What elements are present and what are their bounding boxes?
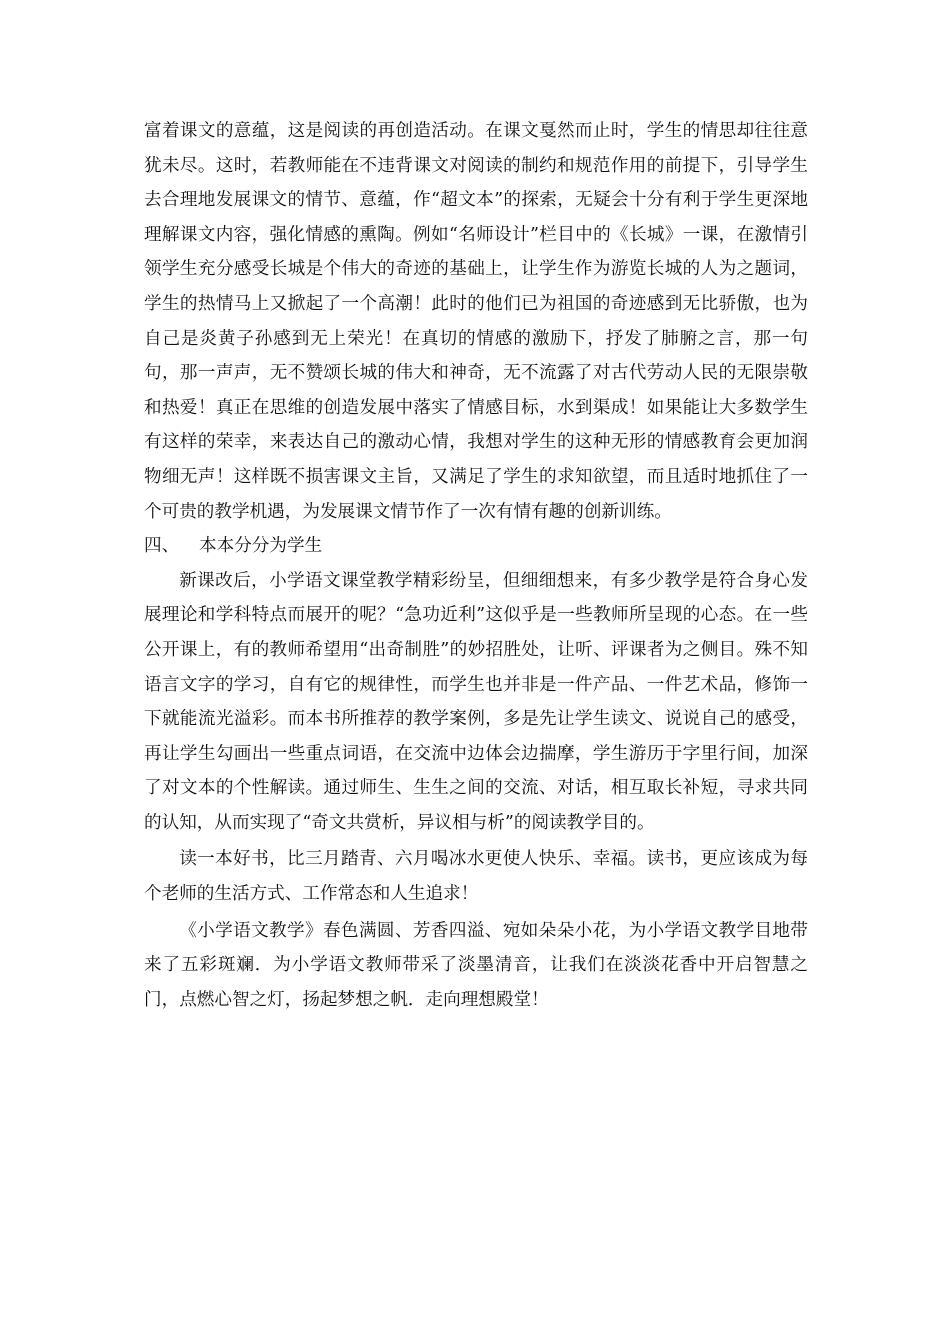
paragraph-closing: 《小学语文教学》春色满圆、芳香四溢、宛如朵朵小花，为小学语文教学目地带来了五彩斑斓．为小学语文教师带采了淡墨清音，让我们在淡淡花香中开启智慧之门，点燃心智之灯，扬起梦想之帆．走向理想殿堂！ [144,920,808,1010]
section-number: 四、 [144,536,180,557]
section-title: 本本分分为学生 [199,536,323,557]
paragraph-reading-good-book: 读一本好书，比三月踏青、六月喝冰水更使人快乐、幸福。读书，更应该成为每个老师的生活方式、工作常态和人生追求！ [144,849,808,905]
document-page [144,114,808,1017]
paragraph-new-curriculum: 新课改后，小学语文课堂教学精彩纷呈，但细细想来，有多少教学是符合身心发展理论和学科特点而展开的呢？“急功近利”这似乎是一些教师所呈现的心态。在一些公开课上，有的教师希望用“出奇制胜”的妙招胜处，让听、评课者为之侧目。殊不知语言文字的学习，自有它的规律性，而学生也并非是一件产品、一件艺术品，修饰一下就能流光溢彩。而本书所推荐的教学案例，多是先让学生读文、说说自己的感受，再让学生勾画出一些重点词语，在交流中边体会边揣摩，学生游历于字里行间，加深了对文本的个性解读。通过师生、生生之间的交流、对话，相互取长补短，寻求共同的认知，从而实现了“奇文共赏析，异议相与析”的阅读教学目的。 [144,570,808,833]
section-heading [144,529,808,564]
paragraph-continuation: 富着课文的意蕴，这是阅读的再创造活动。在课文戛然而止时，学生的情思却往往意犹未尽。这时，若教师能在不违背课文对阅读的制约和规范作用的前提下，引导学生去合理地发展课文的情节、意蕴，作“超文本”的探索，无疑会十分有利于学生更深地理解课文内容，强化情感的熏陶。例如“名师设计”栏目中的《长城》一课，在激情引领学生充分感受长城是个伟大的奇迹的基础上，让学生作为游览长城的人为之题词，学生的热情马上又掀起了一个高潮！此时的他们已为祖国的奇迹感到无比骄傲，也为自己是炎黄子孙感到无上荣光！在真切的情感的激励下，抒发了肺腑之言，那一句句，那一声声，无不赞颂长城的伟大和神奇，无不流露了对古代劳动人民的无限崇敬和热爱！真正在思维的创造发展中落实了情感目标，水到渠成！如果能让大多数学生有这样的荣幸，来表达自己的激动心情，我想对学生的这种无形的情感教育会更加润物细无声！这样既不损害课文主旨，又满足了学生的求知欲望，而且适时地抓住了一个可贵的教学机遇，为发展课文情节作了一次有情有趣的创新训练。 [144,121,808,522]
